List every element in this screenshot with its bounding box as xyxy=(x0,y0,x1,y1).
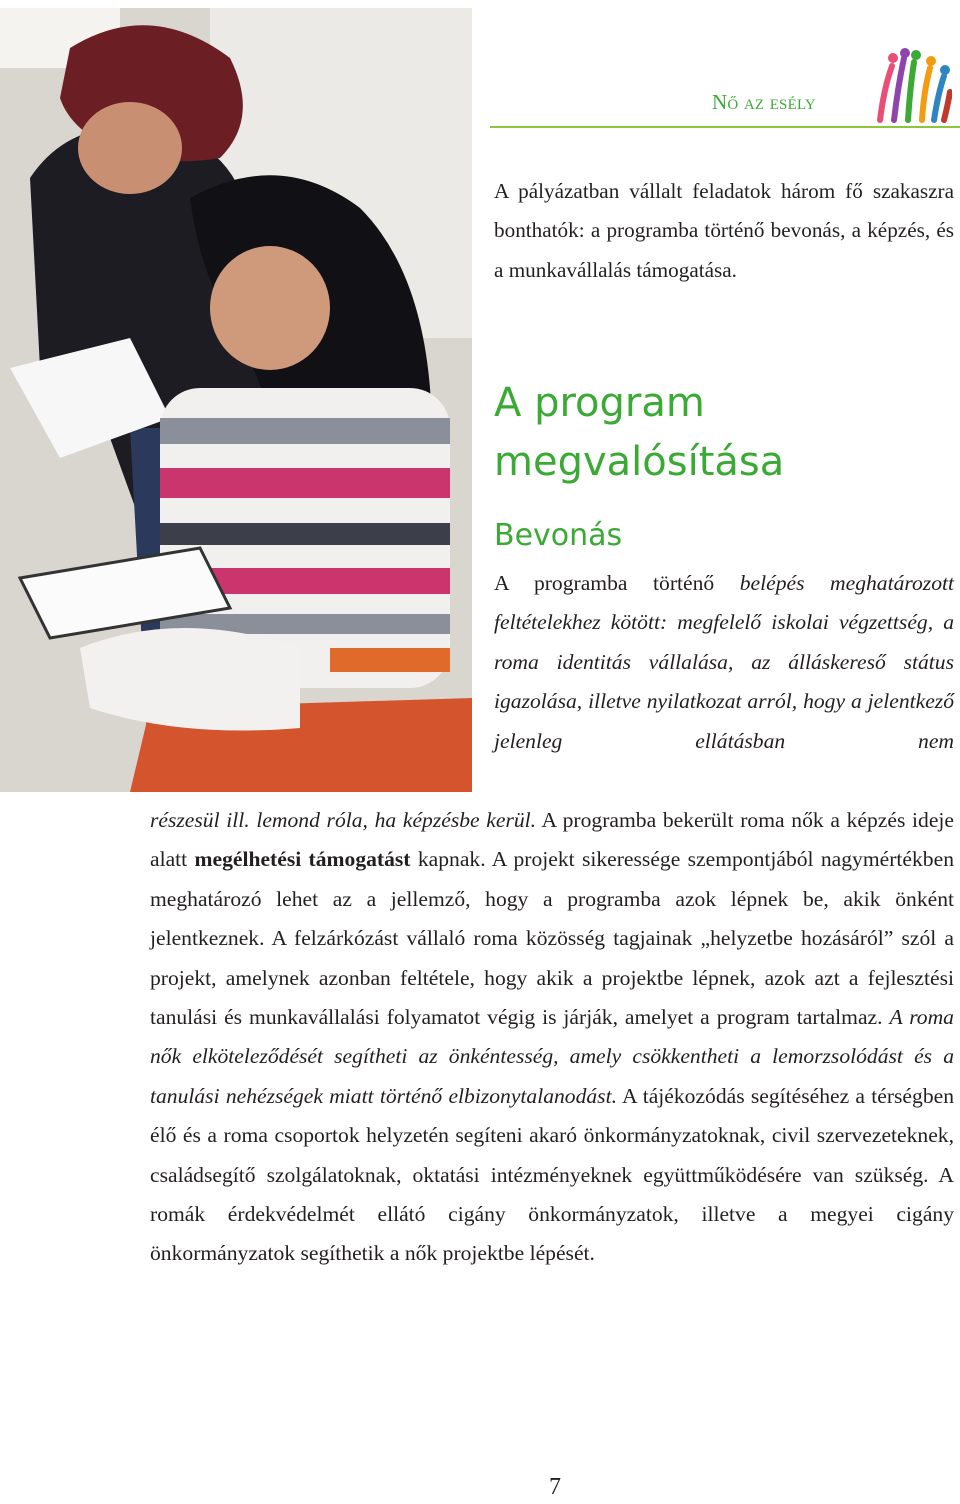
body-paragraph-start xyxy=(494,564,954,761)
photo-illustration xyxy=(0,8,472,792)
body-run-1: A programba történő xyxy=(494,571,740,595)
body-text-full-width xyxy=(150,801,954,1274)
section-title xyxy=(494,374,954,492)
body-run-f6: A tájékozódás segítéséhez a térségben élő és a roma csoportok helyzetén segíteni akaró önkormányzatoknak, civil szervezeteknek, családsegítő szolgálatoknak, oktatási intézményeknek együttműködésére van szükség. A romák érdekvédelmét ellátó cigány önkormányzatok, illetve a megyei cigány önkormányzatok segíthetik a nők projektbe lépését. xyxy=(150,1083,954,1266)
header-rule xyxy=(490,126,960,128)
body-run-f4: kapnak. A projekt sikeressége szempontjából nagymértékben meghatározó lehet az a jellemző, hogy a programba azok lépnek be, akik önként jelentkeznek. A felzárkózást vállaló roma közösség tagjainak „helyzetbe hozásáról” szól a projekt, amelynek azonban feltétele, hogy akik a projektbe lépnek, azok azt a fejlesztési tanulási és munkavállalási folyamatot végig is járják, amelyet a program tartalmaz. xyxy=(150,847,954,1030)
section-subtitle: Bevonás xyxy=(494,518,623,553)
body-run-f5: A roma nők elköteleződését segítheti az önkéntesség, amely csökkentheti a lemorzsolódást és a tanulási nehézségek miatt történő elbizonytalanodást. xyxy=(150,1005,954,1108)
body-run-f1: részesül ill. lemond róla, ha képzésbe kerül. xyxy=(150,808,537,832)
body-paragraph-continued xyxy=(150,801,954,1274)
body-run-2: belépés meghatározott feltételekhez kötött: megfelelő iskolai végzettség, a roma identitás vállalása, az álláskereső státus igazolása, illetve nyilatkozat arról, hogy a jelentkező jelenleg ellátásban nem xyxy=(494,571,954,753)
body-run-f3: megélhetési támogatást xyxy=(194,847,411,872)
body-run-f2: A programba bekerült roma nők a képzés ideje alatt xyxy=(150,808,954,872)
intro-paragraph xyxy=(494,172,954,290)
page-number: 7 xyxy=(549,1474,561,1500)
section-title-line-2: megvalósítása xyxy=(494,439,785,485)
section-title-line-1: A program xyxy=(494,380,705,426)
photo-two-women-writing xyxy=(0,8,472,792)
intro-text: A pályázatban vállalt feladatok három fő szakaszra bonthatók: a programba történő bevonás, a képzés, és a munkavállalás támogatása. xyxy=(494,179,954,282)
body-text-right-column xyxy=(494,564,954,761)
running-header: Nő az esély xyxy=(712,90,816,114)
program-logo-icon xyxy=(872,48,952,126)
